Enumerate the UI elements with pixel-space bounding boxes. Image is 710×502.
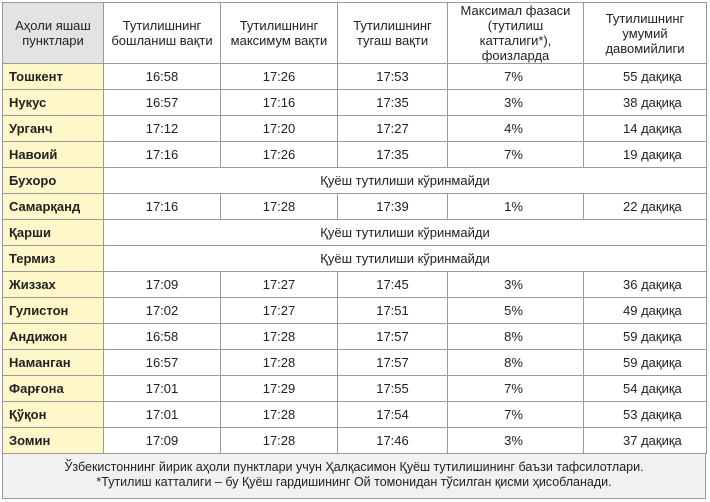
start-time-cell: 16:57 <box>104 90 221 116</box>
maximum-time-cell: 17:26 <box>221 142 338 168</box>
duration-cell: 54 дақиқа <box>584 376 707 402</box>
not-visible-note: Қуёш тутилиши кўринмайди <box>104 220 707 246</box>
end-time-cell: 17:35 <box>338 142 448 168</box>
table-row <box>3 350 707 376</box>
city-name-cell: Зомин <box>3 428 104 454</box>
header-start-time: Тутилишнинг бошланиш вақти <box>104 3 221 64</box>
end-time-cell: 17:51 <box>338 298 448 324</box>
start-time-cell: 17:12 <box>104 116 221 142</box>
max-phase-cell: 7% <box>448 402 584 428</box>
city-name-cell: Навоий <box>3 142 104 168</box>
duration-cell: 22 дақиқа <box>584 194 707 220</box>
header-total-duration: Тутилишнинг умумий давомийлиги <box>584 3 707 64</box>
max-phase-cell: 8% <box>448 350 584 376</box>
table-row <box>3 298 707 324</box>
end-time-cell: 17:54 <box>338 402 448 428</box>
max-phase-cell: 4% <box>448 116 584 142</box>
max-phase-cell: 7% <box>448 376 584 402</box>
duration-cell: 59 дақиқа <box>584 350 707 376</box>
table-row <box>3 168 707 194</box>
duration-cell: 55 дақиқа <box>584 64 707 90</box>
city-name-cell: Қўқон <box>3 402 104 428</box>
end-time-cell: 17:55 <box>338 376 448 402</box>
maximum-time-cell: 17:28 <box>221 428 338 454</box>
table-row <box>3 142 707 168</box>
start-time-cell: 17:01 <box>104 402 221 428</box>
maximum-time-cell: 17:29 <box>221 376 338 402</box>
start-time-cell: 16:58 <box>104 324 221 350</box>
start-time-cell: 17:16 <box>104 194 221 220</box>
max-phase-cell: 7% <box>448 142 584 168</box>
table-row <box>3 402 707 428</box>
max-phase-cell: 1% <box>448 194 584 220</box>
end-time-cell: 17:35 <box>338 90 448 116</box>
city-name-cell: Гулистон <box>3 298 104 324</box>
city-name-cell: Урганч <box>3 116 104 142</box>
end-time-cell: 17:53 <box>338 64 448 90</box>
duration-cell: 49 дақиқа <box>584 298 707 324</box>
table-row <box>3 194 707 220</box>
end-time-cell: 17:57 <box>338 350 448 376</box>
caption-line-1: Ўзбекистоннинг йирик аҳоли пунктлари учун Ҳалқасимон Қуёш тутилишининг баъзи тафсилотлари. <box>64 460 644 474</box>
header-settlements: Аҳоли яшаш пунктлари <box>3 3 104 64</box>
duration-cell: 37 дақиқа <box>584 428 707 454</box>
table-row <box>3 376 707 402</box>
end-time-cell: 17:46 <box>338 428 448 454</box>
header-max-phase: Максимал фазаси (тутилиш катталиги*), фоизларда <box>448 3 584 64</box>
start-time-cell: 17:16 <box>104 142 221 168</box>
max-phase-cell: 8% <box>448 324 584 350</box>
table-header <box>3 3 707 64</box>
city-name-cell: Жиззах <box>3 272 104 298</box>
start-time-cell: 17:09 <box>104 272 221 298</box>
maximum-time-cell: 17:28 <box>221 194 338 220</box>
duration-cell: 59 дақиқа <box>584 324 707 350</box>
duration-cell: 53 дақиқа <box>584 402 707 428</box>
maximum-time-cell: 17:16 <box>221 90 338 116</box>
table-row <box>3 90 707 116</box>
city-name-cell: Самарқанд <box>3 194 104 220</box>
city-name-cell: Тошкент <box>3 64 104 90</box>
maximum-time-cell: 17:27 <box>221 298 338 324</box>
end-time-cell: 17:45 <box>338 272 448 298</box>
table-row <box>3 246 707 272</box>
header-end-time: Тутилишнинг тугаш вақти <box>338 3 448 64</box>
city-name-cell: Фарғона <box>3 376 104 402</box>
max-phase-cell: 3% <box>448 90 584 116</box>
end-time-cell: 17:27 <box>338 116 448 142</box>
maximum-time-cell: 17:20 <box>221 116 338 142</box>
max-phase-cell: 3% <box>448 428 584 454</box>
eclipse-document <box>2 2 706 499</box>
duration-cell: 38 дақиқа <box>584 90 707 116</box>
not-visible-note: Қуёш тутилиши кўринмайди <box>104 246 707 272</box>
table-row <box>3 64 707 90</box>
start-time-cell: 16:57 <box>104 350 221 376</box>
not-visible-note: Қуёш тутилиши кўринмайди <box>104 168 707 194</box>
start-time-cell: 17:02 <box>104 298 221 324</box>
max-phase-cell: 3% <box>448 272 584 298</box>
table-row <box>3 428 707 454</box>
end-time-cell: 17:57 <box>338 324 448 350</box>
header-maximum-time: Тутилишнинг максимум вақти <box>221 3 338 64</box>
duration-cell: 14 дақиқа <box>584 116 707 142</box>
table-caption <box>2 454 706 499</box>
start-time-cell: 16:58 <box>104 64 221 90</box>
table-row <box>3 272 707 298</box>
maximum-time-cell: 17:28 <box>221 324 338 350</box>
caption-line-2: *Тутилиш катталиги – бу Қуёш гардишининг Ой томонидан тўсилган қисми ҳисобланади. <box>96 475 612 489</box>
max-phase-cell: 5% <box>448 298 584 324</box>
duration-cell: 36 дақиқа <box>584 272 707 298</box>
city-name-cell: Наманган <box>3 350 104 376</box>
table-row <box>3 220 707 246</box>
header-row <box>3 3 707 64</box>
eclipse-table <box>2 2 707 454</box>
start-time-cell: 17:01 <box>104 376 221 402</box>
maximum-time-cell: 17:27 <box>221 272 338 298</box>
table-body <box>3 64 707 454</box>
city-name-cell: Термиз <box>3 246 104 272</box>
max-phase-cell: 7% <box>448 64 584 90</box>
maximum-time-cell: 17:28 <box>221 350 338 376</box>
maximum-time-cell: 17:28 <box>221 402 338 428</box>
start-time-cell: 17:09 <box>104 428 221 454</box>
table-row <box>3 324 707 350</box>
city-name-cell: Қарши <box>3 220 104 246</box>
duration-cell: 19 дақиқа <box>584 142 707 168</box>
city-name-cell: Нукус <box>3 90 104 116</box>
city-name-cell: Андижон <box>3 324 104 350</box>
end-time-cell: 17:39 <box>338 194 448 220</box>
maximum-time-cell: 17:26 <box>221 64 338 90</box>
table-row <box>3 116 707 142</box>
city-name-cell: Бухоро <box>3 168 104 194</box>
